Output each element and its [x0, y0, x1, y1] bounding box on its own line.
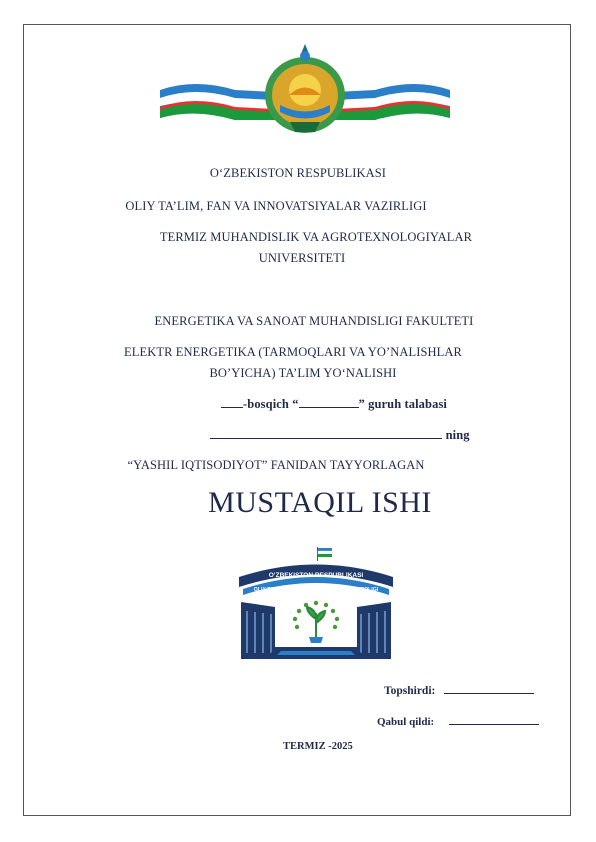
- header-university-line2: UNIVERSITETI: [258, 251, 346, 265]
- logo-arc-text-2: OLIY TA’LIM, FAN VA INNOVATSIYALAR VAZIRLIGI: [253, 587, 379, 593]
- header-university-line1: TERMIZ MUHANDISLIK VA AGROTEXNOLOGIYALAR: [159, 230, 473, 244]
- direction-line1: ELEKTR ENERGETIKA (TARMOQLARI VA YO’NALISHLAR: [124, 345, 462, 359]
- page-border: [23, 24, 571, 816]
- flag-ribbon-left: [160, 84, 275, 120]
- logo-arc-text-1: O’ZBEKISTON RESPUBLIKASI: [268, 572, 364, 579]
- flag-ribbon-right: [335, 84, 450, 120]
- student-name-line: [42, 428, 596, 443]
- ning-label: ning: [442, 428, 470, 442]
- university-logo: [235, 547, 397, 665]
- course-label: -bosqich “: [243, 397, 299, 411]
- submitted-label: Topshirdi:: [384, 685, 436, 697]
- subject-line: “YASHIL IQTISODIYOT” FANIDAN TAYYORLAGAN: [127, 458, 425, 472]
- accepted-row: [377, 714, 539, 728]
- student-name-blank[interactable]: [210, 428, 442, 439]
- course-blank[interactable]: [221, 397, 243, 408]
- submitted-blank[interactable]: [444, 683, 534, 694]
- accepted-blank[interactable]: [449, 714, 539, 725]
- group-blank[interactable]: [299, 397, 359, 408]
- student-course-group: [36, 397, 596, 412]
- state-emblem: [155, 40, 455, 135]
- submitted-row: [384, 683, 534, 697]
- work-title: MUSTAQIL ISHI: [208, 486, 432, 519]
- footer-city-year: TERMIZ -2025: [283, 741, 353, 752]
- group-label: ” guruh talabasi: [358, 397, 447, 411]
- emblem-center: [265, 44, 345, 133]
- faculty-name: ENERGETIKA VA SANOAT MUHANDISLIGI FAKULTETI: [154, 314, 474, 328]
- direction-line2: BO’YICHA) TA’LIM YO‘NALISHI: [209, 366, 397, 380]
- header-country: O‘ZBEKISTON RESPUBLIKASI: [209, 166, 387, 180]
- accepted-label: Qabul qildi:: [377, 716, 435, 728]
- header-ministry: OLIY TA’LIM, FAN VA INNOVATSIYALAR VAZIRLIGI: [125, 199, 427, 213]
